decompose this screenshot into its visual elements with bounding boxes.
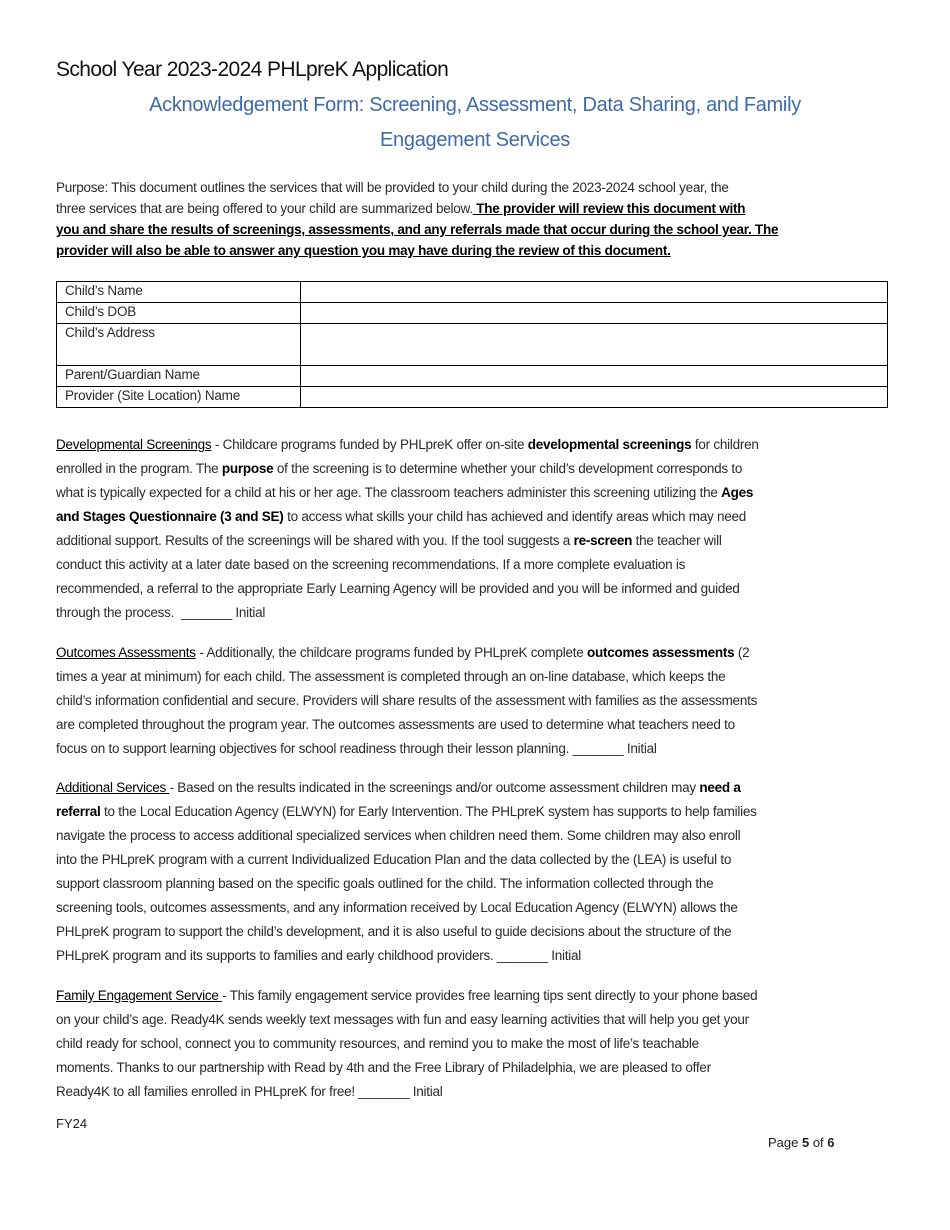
emphasis-text: outcomes assessments: [587, 645, 735, 660]
body-text: - This family engagement service provides free learning tips sent directly to your phone based on your child’s age. Ready4K sends weekly text messages with fun and easy learning activities that will help you get your child ready for school, connect you to community resources, and remind you to make the most of life’s teachable moments. Thanks to our partnership with Read by 4th and the Free Library of Philadelphia, we are pleased to offer Ready4K to all families enrolled in PHLpreK for free! _______ Initial: [56, 988, 758, 1099]
document-title: School Year 2023-2024 PHLpreK Application: [56, 58, 449, 81]
body-text: for children enrolled in the program. The: [56, 437, 759, 476]
section-heading: Developmental Screenings: [56, 437, 212, 452]
child-info-table: [56, 281, 888, 408]
section-heading: Family Engagement Service: [56, 988, 223, 1003]
section-heading: Additional Services: [56, 780, 170, 795]
body-text: the teacher will conduct this activity at a later date based on the screening recommendations. If a more complete evaluation is recommended, a referral to the appropriate Early Learning Agency will be provided and you will be informed and guided through the process. _______ Initial: [56, 533, 740, 620]
body-text: Purpose: This document outlines the services that will be provided to your child during the 2023-2024 school year, the three services that are being offered to your child are summarized below.: [56, 180, 729, 216]
emphasis-text: The provider will review this document with you and share the results of screenings, assessments, and any referrals made that occur during the school year. The provider will also be able to answer any question you may have during the review of this document.: [56, 201, 779, 258]
row-label: Provider (Site Location) Name: [57, 387, 301, 408]
page-number: [768, 1135, 835, 1150]
body-text: (2 times a year at minimum) for each child. The assessment is completed through an on-line database, which keeps the child’s information confidential and secure. Providers will share results of the assessment with families as the assessments are completed throughout the program year. The outcomes assessments are used to determine what teachers need to focus on to support learning objectives for school readiness through their lesson planning. _______ Initial: [56, 645, 758, 756]
child-dob-field[interactable]: [301, 303, 888, 324]
body-text: - Based on the results indicated in the screenings and/or outcome assessment children may: [169, 780, 700, 795]
body-text: to the Local Education Agency (ELWYN) for Early Intervention. The PHLpreK system has supports to help families navigate the process to access additional specialized services when children need them. Some children may also enroll into the PHLpreK program with a current Individualized Education Plan and the data collected by the (LEA) is useful to support classroom planning based on the specific goals outlined for the child. The information collected through the screening tools, outcomes assessments, and any information received by Local Education Agency (ELWYN) allows the PHLpreK program to support the child’s development, and it is also useful to guide decisions about the structure of the PHLpreK program and its supports to families and early childhood providers. _______ Initial: [56, 804, 757, 963]
additional-services-section: [56, 776, 757, 968]
row-label: Child’s Address: [57, 324, 301, 366]
emphasis-text: Ages and Stages Questionnaire (3 and SE): [56, 485, 754, 524]
form-subtitle: Acknowledgement Form: Screening, Assessment, Data Sharing, and Family Engagement Services: [149, 94, 801, 151]
page-total: 6: [827, 1135, 835, 1150]
row-label: Child’s Name: [57, 282, 301, 303]
emphasis-text: re-screen: [573, 533, 633, 548]
emphasis-text: purpose: [221, 461, 274, 476]
child-name-field[interactable]: [301, 282, 888, 303]
family-engagement-section: [56, 984, 757, 1104]
table-row: [57, 303, 888, 324]
emphasis-text: developmental screenings: [527, 437, 692, 452]
body-text: to access what skills your child has achieved and identify areas which may need additional support. Results of the screenings will be shared with you. If the tool suggests a: [56, 509, 747, 548]
table-row: [57, 366, 888, 387]
page-prefix: Page: [768, 1135, 802, 1150]
table-row: [57, 387, 888, 408]
emphasis-text: need a referral: [56, 780, 741, 819]
body-text: of the screening is to determine whether your child’s development corresponds to what is typically expected for a child at his or her age. The classroom teachers administer this screening utilizing the: [56, 461, 743, 500]
row-label: Child’s DOB: [57, 303, 301, 324]
provider-name-field[interactable]: [301, 387, 888, 408]
child-address-field[interactable]: [301, 324, 888, 366]
row-label: Parent/Guardian Name: [57, 366, 301, 387]
footer-code: FY24: [56, 1116, 88, 1131]
page-of: of: [809, 1135, 828, 1150]
developmental-screenings-section: [56, 433, 759, 625]
table-row: [57, 282, 888, 303]
body-text: - Additionally, the childcare programs funded by PHLpreK complete: [195, 645, 588, 660]
table-row: [57, 324, 888, 366]
guardian-name-field[interactable]: [301, 366, 888, 387]
body-text: - Childcare programs funded by PHLpreK offer on-site: [211, 437, 528, 452]
section-heading: Outcomes Assessments: [56, 645, 196, 660]
outcomes-assessments-section: [56, 641, 757, 761]
purpose-paragraph: [56, 177, 778, 261]
page-current: 5: [801, 1135, 810, 1150]
